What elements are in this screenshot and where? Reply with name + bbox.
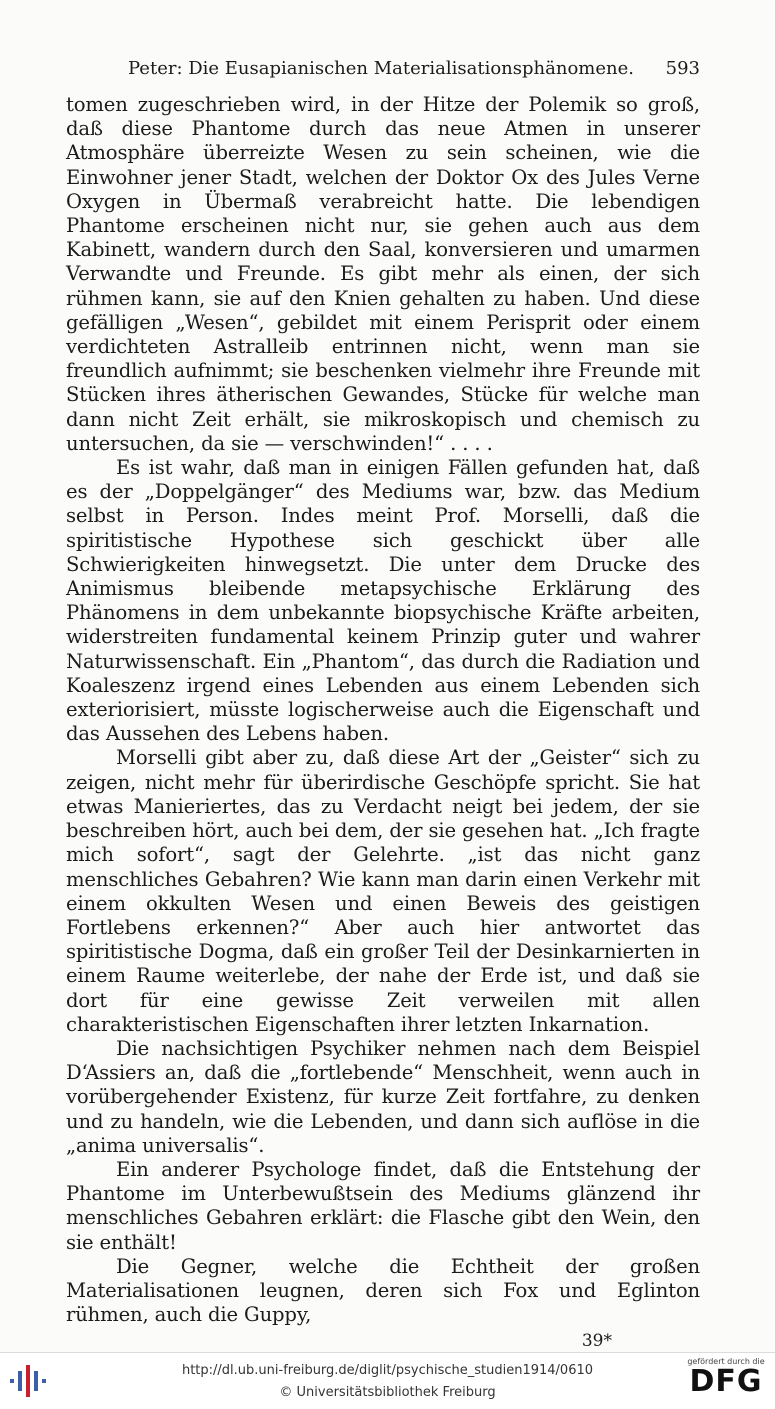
paragraph-6: Die Gegner, welche die Echtheit der großen Materialisationen leugnen, deren sich Fox und Eglinton rühmen, auch die Guppy,	[66, 1254, 700, 1327]
source-url-link[interactable]: http://dl.ub.uni-freiburg.de/diglit/psychische_studien1914/0610	[181, 1363, 594, 1378]
dfg-logo-text: DFG	[689, 1364, 763, 1399]
paragraph-2: Es ist wahr, daß man in einigen Fällen gefunden hat, daß es der „Doppelgänger“ des Mediums war, bzw. das Medium selbst in Person. Indes meint Prof. Morselli, daß die spiritistische Hypothese sich geschickt über alle Schwierigkeiten hinwegsetzt. Die unter dem Drucke des Animismus bleibende metapsychische Erklärung des Phänomens in dem unbekannte biopsychische Kräfte arbeiten, widerstreiten fundamental keinem Prinzip guter und wahrer Naturwissenschaft. Ein „Phantom“, das durch die Radiation und Koaleszenz irgend eines Lebenden aus einem Lebenden sich exteriorisiert, müsste logischerweise auch die Eigenschaft und das Aussehen des Lebens haben.	[66, 456, 700, 746]
paragraph-3: Morselli gibt aber zu, daß diese Art der „Geister“ sich zu zeigen, nicht mehr für überirdische Geschöpfe spricht. Sie hat etwas Manieriertes, das zu Verdacht neigt bei jedem, der sie beschreiben hört, auch bei dem, der sie gesehen hat. „Ich fragte mich sofort“, sagt der Gelehrte. „ist das nicht ganz menschliches Gebahren? Wie kann man darin einen Verkehr mit einem okkulten Wesen und einen Beweis des geistigen Fortlebens erkennen?“ Aber auch hier antwortet das spiritistische Dogma, daß ein großer Teil der Desinkarnierten in einem Raume weiterlebe, der nahe der Erde ist, und daß sie dort für eine gewisse Zeit verweilen mit allen charakteristischen Eigenschaften ihrer letzten Inkarnation.	[66, 746, 700, 1036]
copyright-notice: © Universitätsbibliothek Freiburg	[279, 1385, 496, 1400]
paragraph-1: tomen zugeschrieben wird, in der Hitze der Polemik so groß, daß diese Phantome durch das neue Atmen in unserer Atmosphäre überreizte Wesen zu sein scheinen, wie die Einwohner jener Stadt, welchen der Doktor Ox des Jules Verne Oxygen in Übermaß verabreicht hatte. Die lebendigen Phantome erscheinen nicht nur, sie gehen auch aus dem Kabinett, wandern durch den Saal, konversieren und umarmen Verwandte und Freunde. Es gibt mehr als einen, der sich rühmen kann, sie auf den Knien gehalten zu haben. Und diese gefälligen „Wesen“, gebildet mit einem Perisprit oder einem verdichteten Astralleib entrinnen nicht, wenn man sie freundlich aufnimmt; sie beschenken vielmehr ihre Freunde mit Stücken ihres ätherischen Gewandes, Stücke für welche man dann nicht Zeit erhält, sie mikroskopisch und chemisch zu untersuchen, da sie — verschwinden!“ . . . .	[66, 93, 700, 455]
page-content	[66, 58, 700, 1351]
running-title: Peter: Die Eusapianischen Materialisationsphänomene.	[128, 58, 634, 79]
dfg-logo	[685, 1357, 767, 1398]
paragraph-5: Ein anderer Psychologe findet, daß die Entstehung der Phantome im Unterbewußtsein des Mediums glänzend ihr menschliches Gebahren erklärt: die Flasche gibt den Wein, den sie enthält!	[66, 1157, 700, 1254]
dfg-caption: gefördert durch die	[687, 1357, 765, 1366]
running-head	[66, 58, 700, 79]
body-text	[66, 93, 700, 1327]
signature-mark: 39*	[581, 1331, 612, 1352]
viewer-footer	[0, 1352, 775, 1409]
page-number: 593	[665, 58, 700, 79]
paragraph-4: Die nachsichtigen Psychiker nehmen nach dem Beispiel D‘Assiers an, daß die „fortlebende“ Menschheit, wenn auch in vorübergehender Existenz, für kurze Zeit fortfahre, zu denken und zu handeln, wie die Lebenden, und dann sich auflöse in die „anima universalis“.	[66, 1036, 700, 1157]
